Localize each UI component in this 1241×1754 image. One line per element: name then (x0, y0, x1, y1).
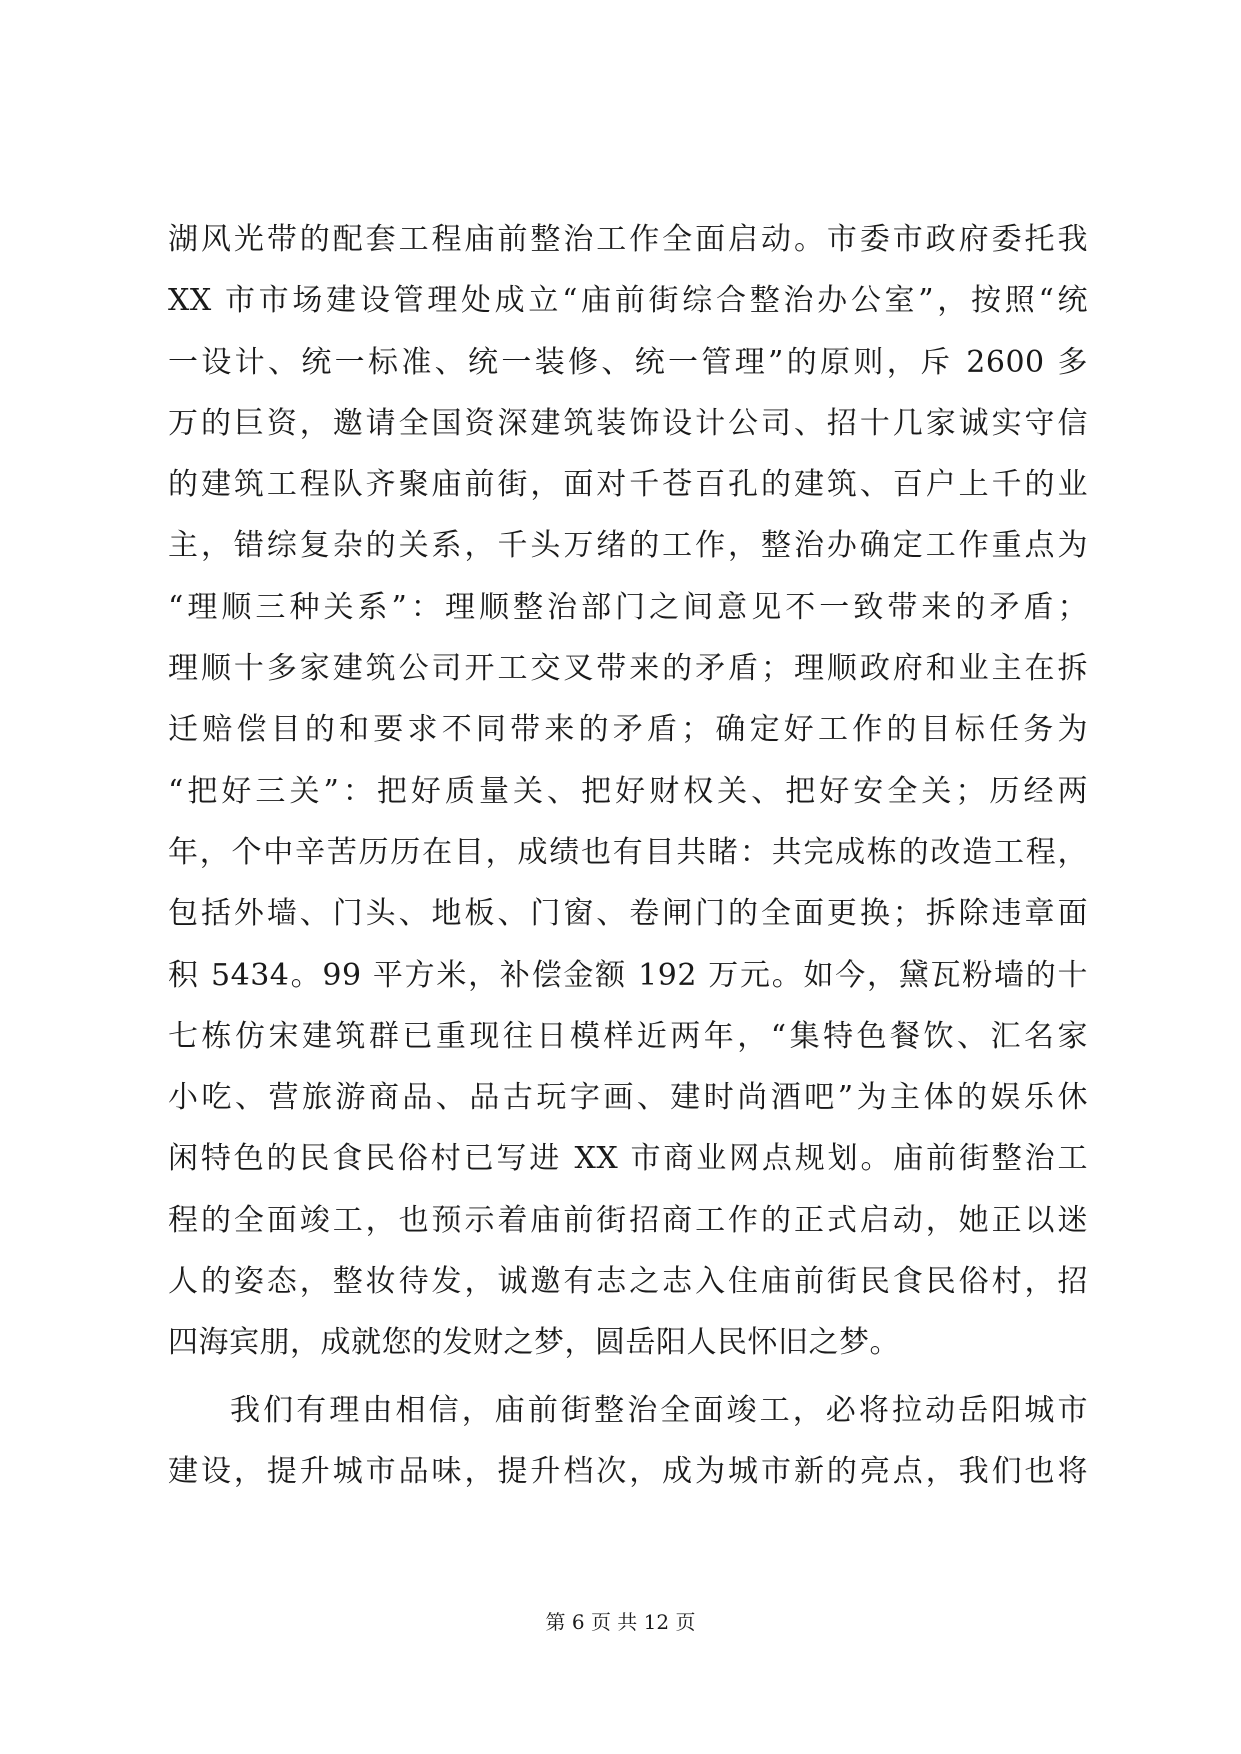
text-line: 年，个中辛苦历历在目，成绩也有目共睹：共完成栋的改造工程， (168, 834, 1088, 870)
text-line: 湖风光带的配套工程庙前整治工作全面启动。市委市政府委托我 (168, 222, 1088, 257)
text-line: 我们有理由相信，庙前街整治全面竣工，必将拉动岳阳城市 (230, 1392, 1088, 1428)
text-line: 人的姿态，整妆待发，诚邀有志之志入住庙前街民食民俗村，招 (168, 1264, 1088, 1300)
text-line: XX 市市场建设管理处成立“庙前街综合整治办公室”，按照“统 (168, 283, 1088, 319)
text-line: 迁赔偿目的和要求不同带来的矛盾；确定好工作的目标任务为 (168, 712, 1088, 748)
paragraph-1 (168, 209, 1088, 1374)
text-line: 理顺十多家建筑公司开工交叉带来的矛盾；理顺政府和业主在拆 (168, 651, 1088, 687)
text-line: 程的全面竣工，也预示着庙前街招商工作的正式启动，她正以迷 (168, 1202, 1088, 1238)
text-line: “理顺三种关系”：理顺整治部门之间意见不一致带来的矛盾； (168, 589, 1088, 625)
text-line: 建设，提升城市品味，提升档次，成为城市新的亮点，我们也将 (168, 1453, 1088, 1489)
text-line: 的建筑工程队齐聚庙前街，面对千苍百孔的建筑、百户上千的业 (168, 467, 1088, 503)
text-line: 积 5434。99 平方米，补偿金额 192 万元。如今，黛瓦粉墙的十 (168, 957, 1088, 993)
text-line: 四海宾朋，成就您的发财之梦，圆岳阳人民怀旧之梦。 (168, 1325, 900, 1361)
text-line: 小吃、营旅游商品、品古玩字画、建时尚酒吧”为主体的娱乐休 (168, 1080, 1088, 1116)
body-text (168, 209, 1088, 1502)
text-line: “把好三关”：把好质量关、把好财权关、把好安全关；历经两 (168, 773, 1088, 809)
text-line: 七栋仿宋建筑群已重现往日模样近两年，“集特色餐饮、汇名家 (168, 1018, 1088, 1054)
text-line: 包括外墙、门头、地板、门窗、卷闸门的全面更换；拆除违章面 (168, 896, 1088, 932)
paragraph-2 (168, 1380, 1088, 1503)
text-line: 万的巨资，邀请全国资深建筑装饰设计公司、招十几家诚实守信 (168, 405, 1088, 441)
text-line: 闲特色的民食民俗村已写进 XX 市商业网点规划。庙前街整治工 (168, 1141, 1088, 1177)
page-number-footer: 第 6 页 共 12 页 (545, 1610, 696, 1634)
text-line: 一设计、统一标准、统一装修、统一管理”的原则，斥 2600 多 (168, 344, 1088, 380)
text-line: 主，错综复杂的关系，千头万绪的工作，整治办确定工作重点为 (168, 528, 1088, 564)
